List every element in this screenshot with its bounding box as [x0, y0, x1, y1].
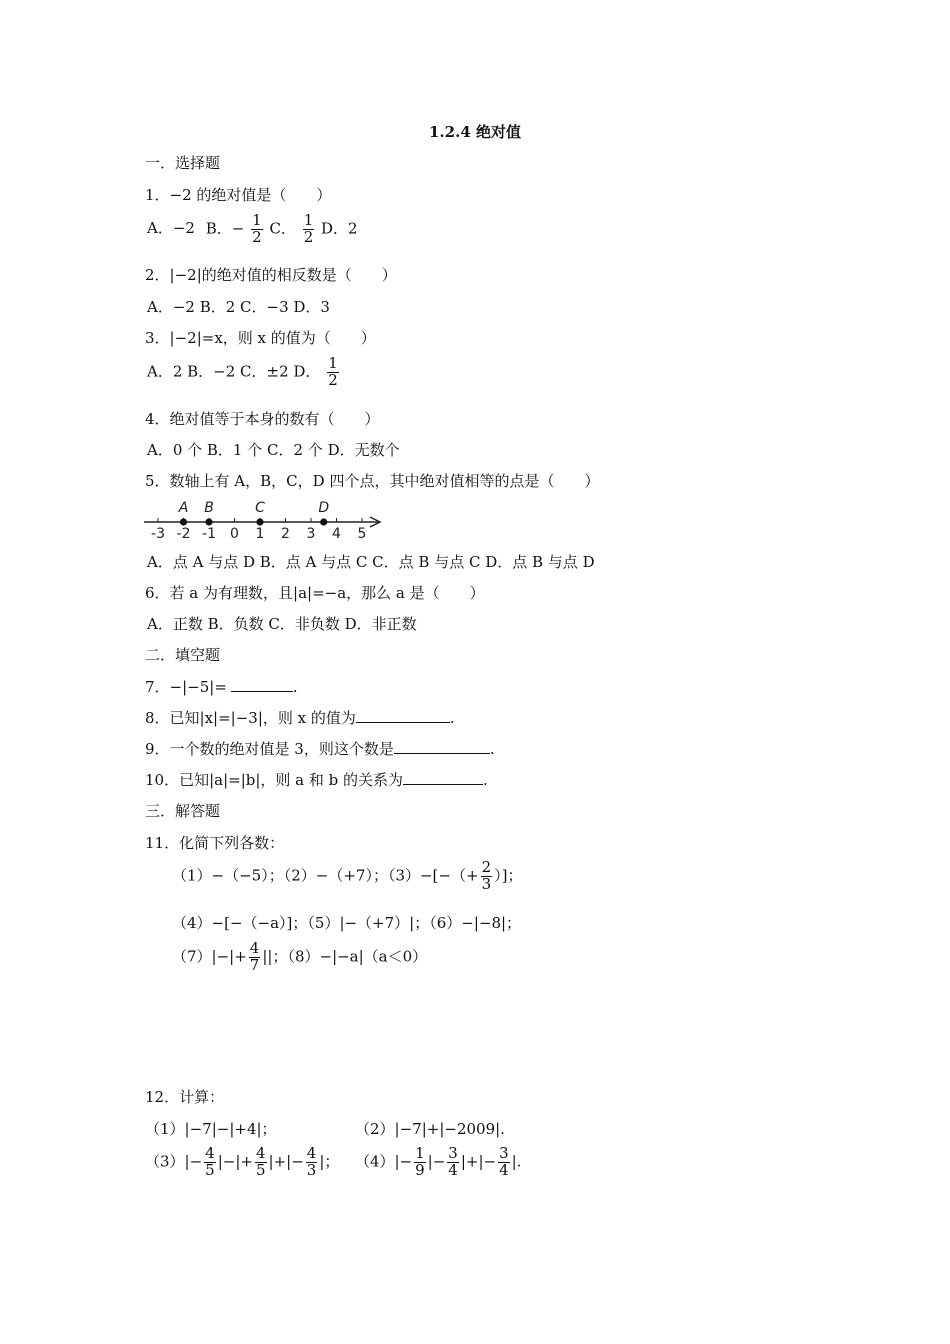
- expression-text: |−|+: [217, 1152, 253, 1171]
- page-title: 1.2.4 绝对值: [429, 123, 521, 141]
- question-6-stem: 6．若 a 为有理数，且|a|=−a，那么 a 是（ ）: [145, 584, 485, 602]
- number-line-point-label: B: [204, 500, 214, 516]
- answer-blank[interactable]: [394, 739, 490, 754]
- answer-blank[interactable]: [403, 770, 483, 785]
- answer-blank[interactable]: [231, 677, 293, 692]
- question-2-stem: 2．|−2|的绝对值的相反数是（ ）: [145, 266, 397, 284]
- expression-text: ）]；: [494, 866, 523, 885]
- question-12-part-3: [145, 1146, 521, 1179]
- expression-text: （1）−（−5）；（2）−（+7）；（3）−[−（+: [172, 866, 479, 885]
- period: .: [449, 709, 455, 727]
- number-line-point: [180, 518, 187, 525]
- question-text: 10．已知|a|=|b|，则 a 和 b 的关系为: [145, 771, 404, 789]
- question-1-stem: 1．−2 的绝对值是（ ）: [145, 186, 332, 204]
- question-8: [145, 707, 455, 728]
- question-2-options: A．−2 B．2 C．−3 D．3: [147, 298, 330, 316]
- number-line-tick-label: -3: [151, 526, 165, 542]
- question-11-stem: 11．化简下列各数：: [145, 834, 285, 852]
- fraction: $\frac{1}{2}$: [252, 211, 262, 246]
- expression-text: |+|−: [268, 1152, 304, 1171]
- fraction: $\frac{2}{3}$: [481, 858, 492, 893]
- expression-text: |−: [427, 1152, 446, 1171]
- fraction: $\frac{1}{9}$: [415, 1144, 425, 1179]
- number-line-tick-label: 0: [230, 526, 239, 542]
- expression-text: |；: [319, 1152, 340, 1171]
- number-line-point: [205, 518, 212, 525]
- number-line-tick-label: 3: [306, 526, 316, 542]
- question-10: [145, 769, 488, 790]
- question-5-options: A．点 A 与点 D B．点 A 与点 C C．点 B 与点 C D．点 B 与点 D: [147, 553, 595, 571]
- section-heading-fill: 二．填空题: [145, 646, 221, 664]
- number-line-point: [256, 518, 263, 525]
- expression-text: |+|−: [460, 1152, 497, 1171]
- question-3-options: [147, 356, 341, 389]
- fraction: $\frac{4}{3}$: [306, 1144, 317, 1179]
- question-1-options: [147, 213, 358, 246]
- question-11-line-3: [172, 941, 427, 974]
- option-b-prefix: B．−: [205, 219, 245, 238]
- expression-text: （4）|−: [354, 1152, 413, 1171]
- number-line-point-label: D: [318, 500, 330, 516]
- number-line-tick-label: 5: [357, 526, 367, 542]
- answer-blank[interactable]: [356, 708, 450, 723]
- fraction: $\frac{3}{4}$: [499, 1144, 509, 1179]
- question-11-line-1: [172, 860, 522, 893]
- period: .: [489, 740, 495, 758]
- fraction: $\frac{1}{2}$: [303, 211, 314, 246]
- question-3-stem: 3．|−2|=x，则 x 的值为（ ）: [145, 329, 376, 347]
- question-11-line-2: （4）−[−（−a）]；（5）|−（+7）|；（6）−|−8|；: [172, 914, 522, 932]
- option-text: A．2 B．−2 C．±2 D．: [147, 362, 321, 381]
- number-line-tick-label: 1: [255, 526, 265, 542]
- fraction: $\frac{4}{5}$: [255, 1144, 266, 1179]
- period: .: [483, 771, 488, 789]
- fraction: $\frac{4}{7}$: [249, 939, 260, 974]
- number-line-tick-label: 2: [281, 526, 290, 542]
- fraction: $\frac{4}{5}$: [205, 1144, 215, 1179]
- question-4-stem: 4．绝对值等于本身的数有（ ）: [145, 410, 380, 428]
- expression-text: ||；（8）−|−a|（a＜0）: [262, 947, 428, 966]
- question-5-stem: 5．数轴上有 A，B，C，D 四个点，其中绝对值相等的点是（ ）: [145, 472, 600, 490]
- section-heading-solve: 三．解答题: [145, 802, 221, 820]
- number-line: [140, 496, 390, 544]
- fraction: $\frac{1}{2}$: [328, 354, 338, 389]
- question-9: [145, 738, 495, 759]
- question-7: [145, 676, 298, 697]
- expression-text: |.: [511, 1152, 522, 1171]
- option-c-prefix: C．: [269, 219, 296, 238]
- number-line-tick-label: -1: [202, 526, 216, 542]
- question-text: 8．已知|x|=|−3|，则 x 的值为: [145, 709, 356, 727]
- number-line-point-label: A: [178, 500, 189, 516]
- question-12-part-1: （1）|−7|−|+4|；: [145, 1120, 277, 1138]
- option-d: D．2: [321, 219, 358, 238]
- question-text: 9．一个数的绝对值是 3，则这个数是: [145, 740, 394, 758]
- expression-text: （7）|−|+: [172, 947, 247, 966]
- question-12-part-2: （2）|−7|+|−2009|.: [355, 1120, 505, 1138]
- period: .: [292, 678, 298, 696]
- question-12-stem: 12．计算：: [145, 1088, 225, 1106]
- expression-text: （3）|−: [145, 1152, 203, 1171]
- number-line-tick-label: -2: [176, 526, 191, 542]
- question-4-options: A．0 个 B．1 个 C．2 个 D．无数个: [147, 441, 400, 459]
- fraction: $\frac{3}{4}$: [448, 1144, 458, 1179]
- section-heading-choice: 一．选择题: [145, 154, 221, 172]
- option-a: A．−2: [147, 219, 195, 238]
- number-line-point: [320, 518, 327, 525]
- question-text: 7．−|−5|=: [145, 678, 227, 696]
- number-line-tick-label: 4: [332, 526, 341, 542]
- question-6-options: A．正数 B．负数 C．非负数 D．非正数: [147, 615, 417, 633]
- number-line-point-label: C: [255, 500, 265, 516]
